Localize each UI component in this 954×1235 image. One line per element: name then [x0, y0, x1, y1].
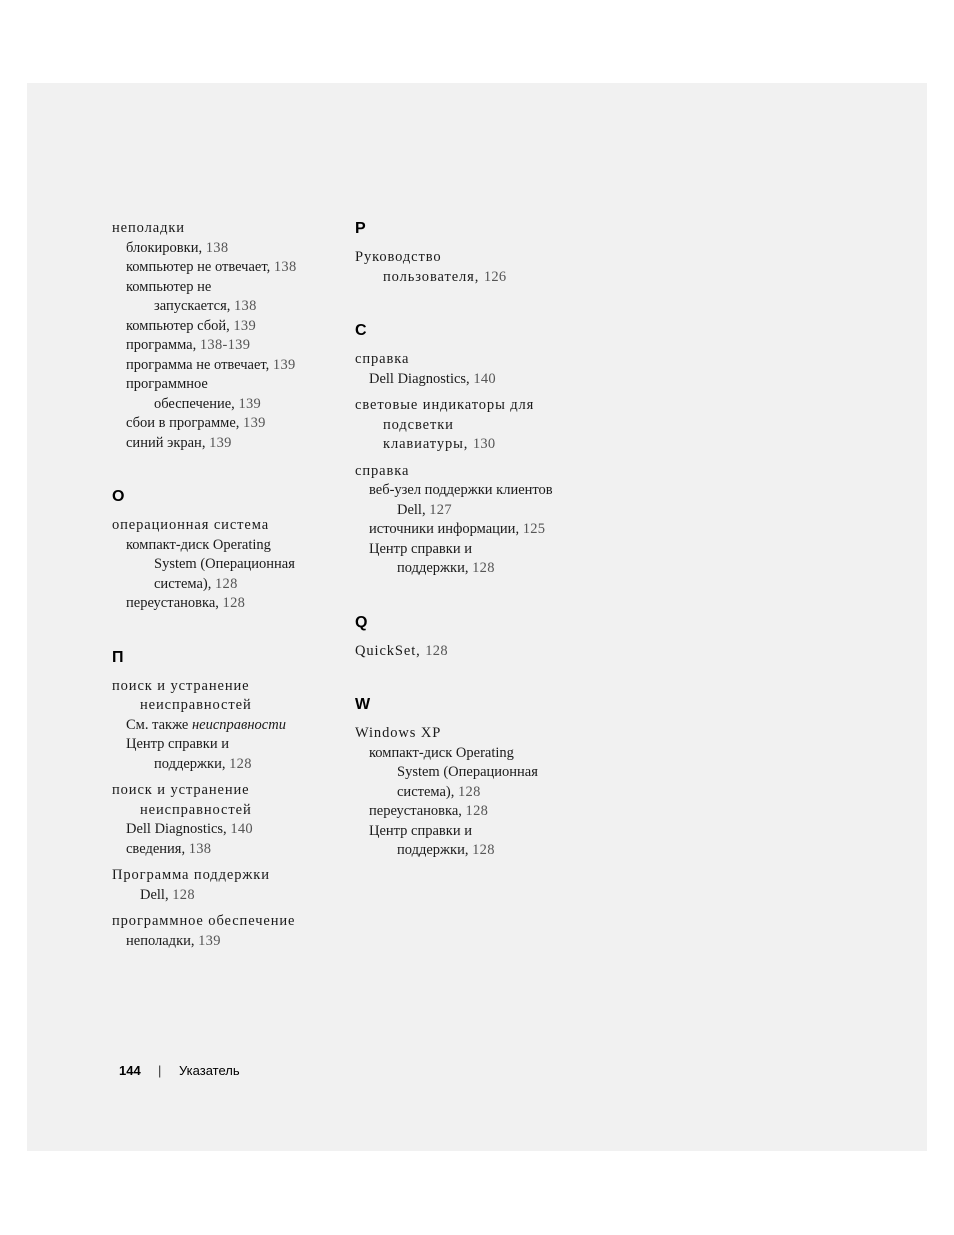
index-section-o: [112, 487, 337, 614]
section-letter: Q: [355, 613, 368, 631]
index-term-continued: подсветки: [383, 416, 454, 433]
page-ref[interactable]: 139: [198, 932, 221, 949]
index-subentry: компьютер не: [126, 278, 212, 295]
page-ref[interactable]: 128: [215, 575, 238, 592]
index-term-continued: неисправностей: [140, 801, 252, 818]
index-term: QuickSet, 128: [355, 642, 448, 659]
see-also-ref[interactable]: неисправности: [191, 716, 286, 733]
index-section-neispravnosti: [112, 219, 337, 453]
index-subentry-continued: система), 128: [154, 575, 238, 592]
index-section-q: [355, 613, 595, 662]
index-subentry: программа не отвечает, 139: [126, 356, 296, 373]
page-ref[interactable]: 138: [205, 239, 229, 256]
index-subentry: компакт-диск Operating: [369, 744, 514, 761]
index-subentry-continued: Dell, 127: [397, 501, 452, 518]
page-ref[interactable]: 139: [233, 317, 257, 334]
index-column-left: [112, 219, 337, 951]
index-subentry: сведения, 138: [126, 840, 212, 857]
index-subentry-continued: обеспечение, 139: [154, 395, 262, 412]
index-subentry: См. также неисправности: [126, 716, 286, 733]
index-term-continued: пользователя, 126: [383, 268, 507, 285]
page-ref[interactable]: 139: [272, 356, 296, 373]
index-subentry: Dell Diagnostics, 140: [126, 821, 253, 837]
index-term: справка: [355, 462, 410, 479]
page-ref[interactable]: 128: [458, 783, 481, 800]
page-ref[interactable]: 128: [465, 803, 489, 819]
index-term: операционная система: [112, 517, 270, 533]
index-entry: [355, 350, 595, 389]
page-ref[interactable]: 138: [273, 259, 297, 275]
index-section-r: [355, 219, 595, 287]
index-subentry: Центр справки и: [126, 736, 229, 752]
index-section-p: [112, 648, 337, 952]
index-subentry-continued: System (Операционная: [154, 556, 295, 572]
index-subentry: компьютер сбой, 139: [126, 317, 257, 334]
page-ref[interactable]: 139: [238, 395, 262, 412]
index-subentry: неполадки, 139: [126, 932, 221, 949]
page-ref[interactable]: 128: [472, 842, 495, 858]
page-ref[interactable]: 138: [233, 298, 257, 314]
page-footer: [119, 1062, 240, 1080]
index-entry: [112, 677, 337, 775]
page-ref[interactable]: 140: [230, 821, 253, 837]
index-subentry: переустановка, 128: [126, 595, 246, 611]
index-entry: [355, 396, 595, 455]
index-subentry: Центр справки и: [369, 822, 472, 839]
page-ref[interactable]: 128: [472, 560, 495, 576]
index-entry: [355, 248, 595, 287]
index-term: справка: [355, 351, 410, 367]
index-term: Windows XP: [355, 725, 442, 741]
footer-title: Указатель: [179, 1063, 240, 1078]
index-term: Программа поддержки: [112, 867, 270, 883]
index-term-continued: неисправностей: [140, 697, 252, 713]
index-entry: [112, 219, 337, 453]
page-ref[interactable]: 138: [188, 840, 212, 857]
index-subentry-continued: поддержки, 128: [397, 842, 495, 858]
section-letter: С: [355, 322, 367, 339]
page-ref[interactable]: 126: [483, 268, 507, 285]
section-letter: О: [112, 488, 125, 505]
index-subentry: Центр справки и: [369, 540, 472, 557]
index-entry: [112, 781, 337, 859]
index-section-w: [355, 695, 595, 861]
index-term: поиск и устранение: [112, 677, 250, 694]
index-entry: [355, 462, 595, 579]
index-subentry: веб-узел поддержки клиентов: [369, 482, 553, 498]
page-ref[interactable]: 128: [172, 886, 195, 903]
index-subentry: синий экран, 139: [126, 434, 232, 451]
index-entry: [112, 866, 337, 905]
index-subentry: переустановка, 128: [369, 803, 489, 819]
page-number: 144: [119, 1063, 141, 1078]
page-ref[interactable]: 140: [473, 370, 496, 387]
index-entry: [355, 724, 595, 861]
index-subentry: программное: [126, 376, 208, 392]
page-ref[interactable]: 138-139: [199, 337, 251, 353]
index-term: неполадки: [112, 220, 185, 236]
index-entry: [112, 912, 337, 951]
index-subentry-continued: поддержки, 128: [397, 560, 495, 576]
page-ref[interactable]: 125: [522, 521, 546, 537]
index-subentry: сбои в программе, 139: [126, 415, 266, 431]
index-entry: [355, 642, 595, 662]
index-subentry-continued: System (Операционная: [397, 764, 538, 780]
index-subentry: Dell Diagnostics, 140: [369, 370, 496, 387]
index-term: световые индикаторы для: [355, 397, 535, 413]
index-term: Руководство: [355, 249, 442, 265]
index-subentry: компакт-диск Operating: [126, 536, 271, 553]
section-letter: W: [355, 696, 371, 713]
page-ref[interactable]: 128: [229, 755, 252, 772]
section-letter: П: [112, 648, 124, 666]
index-term-continued: клавиатуры, 130: [383, 436, 496, 452]
index-subentry: компьютер не отвечает, 138: [126, 259, 297, 275]
section-letter: Р: [355, 220, 366, 237]
page-ref[interactable]: 139: [209, 434, 232, 451]
index-term: программное обеспечение: [112, 913, 296, 929]
index-subentry: источники информации, 125: [369, 521, 546, 537]
index-term-continued: Dell, 128: [140, 886, 195, 903]
index-subentry-continued: система), 128: [397, 783, 481, 800]
page-ref[interactable]: 127: [429, 501, 452, 518]
index-entry: [112, 516, 337, 614]
page-ref[interactable]: 130: [472, 436, 496, 452]
page-ref[interactable]: 128: [425, 642, 448, 659]
index-term: поиск и устранение: [112, 782, 250, 798]
footer-separator: |: [158, 1063, 162, 1078]
index-subentry: программа, 138-139: [126, 337, 251, 353]
page-ref[interactable]: 128: [222, 595, 246, 611]
index-subentry-continued: запускается, 138: [154, 298, 257, 314]
index-subentry-continued: поддержки, 128: [154, 755, 252, 772]
index-subentry: блокировки, 138: [126, 239, 229, 256]
page-ref[interactable]: 139: [243, 415, 266, 431]
index-column-right: [355, 219, 595, 861]
index-section-s: [355, 321, 595, 579]
